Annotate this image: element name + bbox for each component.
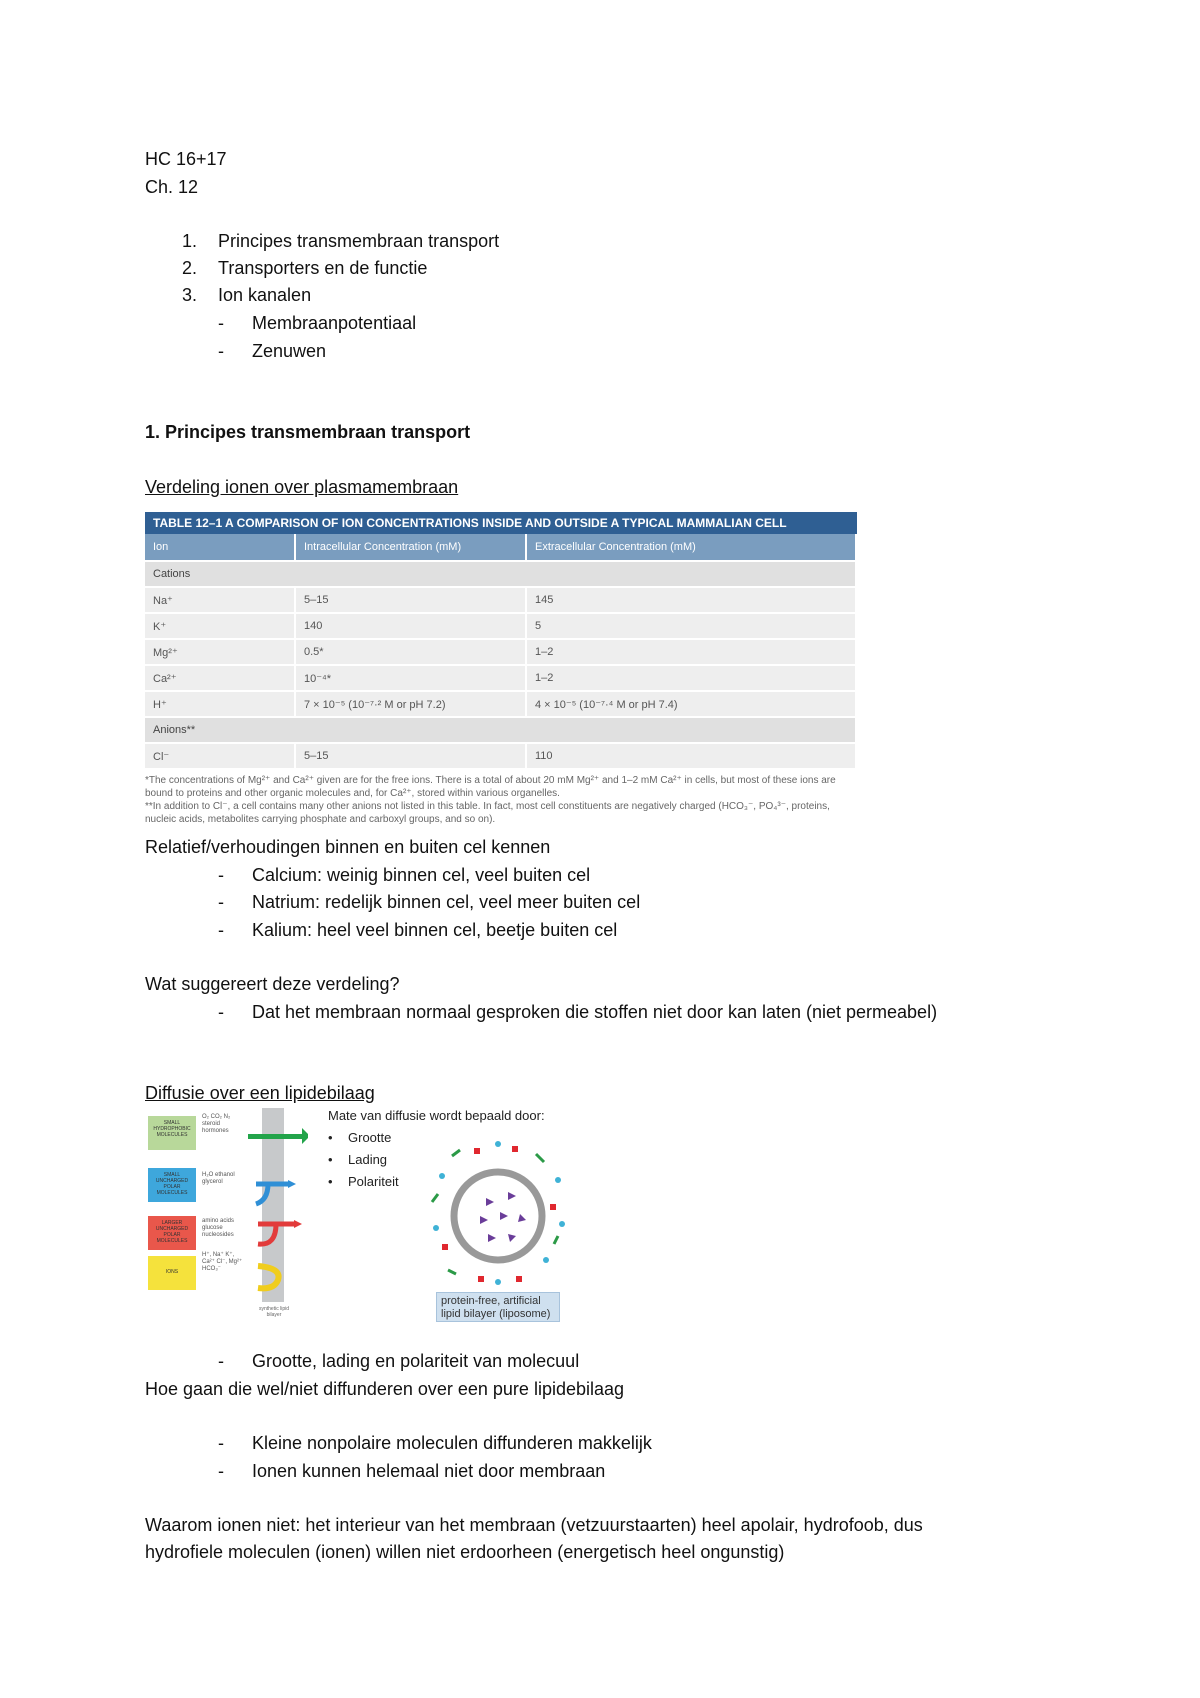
list-item: Natrium: redelijk binnen cel, veel meer buiten cel [252, 892, 641, 912]
molecule-examples: H⁺, Na⁺ K⁺, Ca²⁺ Cl⁻, Mg²⁺ HCO₃⁻ [202, 1252, 243, 1272]
bullet-icon: • [328, 1152, 333, 1167]
molecule-marker [448, 1270, 456, 1274]
bullet-icon: • [328, 1130, 333, 1145]
arrow-green [248, 1128, 308, 1144]
dash-bullet: - [218, 920, 224, 940]
table-cell: K⁺ [145, 613, 295, 639]
table-cell: 4 × 10⁻⁵ (10⁻⁷·⁴ M or pH 7.4) [526, 691, 856, 717]
toc-number: 1. [182, 231, 198, 251]
summary-text: Grootte, lading en polariteit van molecuul [252, 1351, 580, 1371]
course-code: HC 16+17 [145, 149, 227, 169]
diffusion-figure [148, 1108, 568, 1338]
bilayer-label: synthetic lipid bilayer [258, 1306, 289, 1318]
question-text: Wat suggereert deze verdeling? [145, 974, 400, 994]
table-cell: 5–15 [295, 743, 526, 768]
table-row [145, 743, 856, 768]
arrow-yellow [258, 1266, 279, 1288]
molecule-box: LARGER UNCHARGED POLAR MOLECULES [148, 1216, 196, 1250]
table-cell: 140 [295, 613, 526, 639]
table-row [145, 639, 856, 665]
table-cell: 5 [526, 613, 856, 639]
column-header: Extracellular Concentration (mM) [526, 534, 856, 561]
toc-label: Ion kanalen [218, 285, 312, 305]
factor-item: Polariteit [348, 1174, 399, 1189]
dash-bullet: - [218, 1351, 224, 1371]
table-footnote: *The concentrations of Mg²⁺ and Ca²⁺ given are for the free ions. There is a total of about 20 mM Mg²⁺ and 1–2 mM Ca²⁺ in cells, but most of these ions are bound to proteins and other organic molecules and, for Ca²⁺, stored within various organelles. [145, 775, 836, 799]
molecule-marker [432, 1194, 438, 1202]
explanation-line: Waarom ionen niet: het interieur van het membraan (vetzuurstaarten) heel apolair, hydrofoob, dus [145, 1515, 923, 1535]
arrow-blue [256, 1180, 296, 1204]
table-cell: 7 × 10⁻⁵ (10⁻⁷·² M or pH 7.2) [295, 691, 526, 717]
molecule-marker [439, 1173, 445, 1179]
dash-bullet: - [218, 1002, 224, 1022]
molecule-examples: amino acids glucose nucleosides [202, 1218, 235, 1238]
molecule-box: SMALL HYDROPHOBIC MOLECULES [148, 1116, 196, 1150]
table-cell: 1–2 [526, 665, 856, 691]
ion-concentration-table [145, 512, 857, 826]
toc-label: Transporters en de functie [218, 258, 428, 278]
group-label: Anions** [145, 717, 856, 743]
table-cell: 110 [526, 743, 856, 768]
subsection-heading: Diffusie over een lipidebilaag [145, 1083, 375, 1103]
toc-sub-label: Membraanpotentiaal [252, 313, 417, 333]
column-header: Ion [145, 534, 295, 561]
molecule-marker [495, 1141, 501, 1147]
answer-text: Dat het membraan normaal gesproken die stoffen niet door kan laten (niet permeabel) [252, 1002, 938, 1022]
table-row [145, 587, 856, 613]
dash-bullet: - [218, 865, 224, 885]
molecule-marker [555, 1177, 561, 1183]
molecule-examples: O₂ CO₂ N₂ steroid hormones [202, 1114, 231, 1134]
molecule-marker [554, 1236, 558, 1244]
toc-number: 3. [182, 285, 198, 305]
section-heading: 1. Principes transmembraan transport [145, 422, 471, 442]
table-cell: H⁺ [145, 691, 295, 717]
table-cell: 1–2 [526, 639, 856, 665]
table-title: TABLE 12–1 A COMPARISON OF ION CONCENTRATIONS INSIDE AND OUTSIDE A TYPICAL MAMMALIAN CELL [145, 512, 857, 534]
table-cell: Ca²⁺ [145, 665, 295, 691]
column-header: Intracellular Concentration (mM) [295, 534, 526, 561]
dash-bullet: - [218, 341, 224, 361]
molecule-box: SMALL UNCHARGED POLAR MOLECULES [148, 1168, 196, 1202]
table-cell: 10⁻⁴* [295, 665, 526, 691]
toc-label: Principes transmembraan transport [218, 231, 500, 251]
diffusion-arrows [248, 1108, 308, 1308]
list-item: Kleine nonpolaire moleculen diffunderen makkelijk [252, 1433, 652, 1453]
factor-item: Lading [348, 1152, 388, 1167]
molecule-examples: H₂O ethanol glycerol [202, 1172, 235, 1185]
molecule-marker [452, 1150, 460, 1156]
dash-bullet: - [218, 892, 224, 912]
chapter-label: Ch. 12 [145, 177, 199, 197]
table-row [145, 613, 856, 639]
arrow-red [258, 1220, 302, 1244]
table-footnote: **In addition to Cl⁻, a cell contains many other anions not listed in this table. In fact, most cell constituents are negatively charged (HCO₃⁻, PO₄³⁻, proteins, nucleic acids, metabolites carrying phosphate and carboxyl groups, and so on). [145, 801, 830, 825]
diffusion-question: Hoe gaan die wel/niet diffunderen over een pure lipidebilaag [145, 1379, 625, 1399]
table-group-row [145, 561, 856, 587]
table-cell: 0.5* [295, 639, 526, 665]
ion-marker [550, 1204, 556, 1210]
toc-number: 2. [182, 258, 198, 278]
factor-item: Grootte [348, 1130, 392, 1145]
ion-marker [516, 1276, 522, 1282]
molecule-marker [433, 1225, 439, 1231]
table-cell: Mg²⁺ [145, 639, 295, 665]
subsection-heading: Verdeling ionen over plasmamembraan [145, 477, 459, 497]
ion-marker [478, 1276, 484, 1282]
molecule-marker [559, 1221, 565, 1227]
liposome-ring [454, 1172, 542, 1260]
table-grid [145, 534, 857, 768]
table-row [145, 691, 856, 717]
group-label: Cations [145, 561, 856, 587]
dash-bullet: - [218, 313, 224, 333]
ion-marker [442, 1244, 448, 1250]
toc-sub-label: Zenuwen [252, 341, 327, 361]
dash-bullet: - [218, 1461, 224, 1481]
bullet-icon: • [328, 1174, 333, 1189]
table-group-row [145, 717, 856, 743]
table-cell: Na⁺ [145, 587, 295, 613]
ion-marker [474, 1148, 480, 1154]
table-header-row [145, 534, 856, 561]
table-row [145, 665, 856, 691]
ion-marker [512, 1146, 518, 1152]
molecule-box: IONS [148, 1256, 196, 1290]
list-item: Calcium: weinig binnen cel, veel buiten cel [252, 865, 591, 885]
list-item: Kalium: heel veel binnen cel, beetje buiten cel [252, 920, 618, 940]
figure-title: Mate van diffusie wordt bepaald door: [328, 1108, 545, 1123]
liposome-label: protein-free, artificial lipid bilayer (liposome) [436, 1292, 560, 1322]
table-cell: 5–15 [295, 587, 526, 613]
explanation-line: hydrofiele moleculen (ionen) willen niet erdoorheen (energetisch heel ongunstig) [145, 1542, 785, 1562]
molecule-marker [543, 1257, 549, 1263]
relative-intro: Relatief/verhoudingen binnen en buiten cel kennen [145, 837, 551, 857]
dash-bullet: - [218, 1433, 224, 1453]
table-cell: 145 [526, 587, 856, 613]
molecule-marker [495, 1279, 501, 1285]
liposome-diagram [428, 1136, 568, 1286]
molecule-marker [536, 1154, 544, 1162]
list-item: Ionen kunnen helemaal niet door membraan [252, 1461, 606, 1481]
table-cell: Cl⁻ [145, 743, 295, 768]
